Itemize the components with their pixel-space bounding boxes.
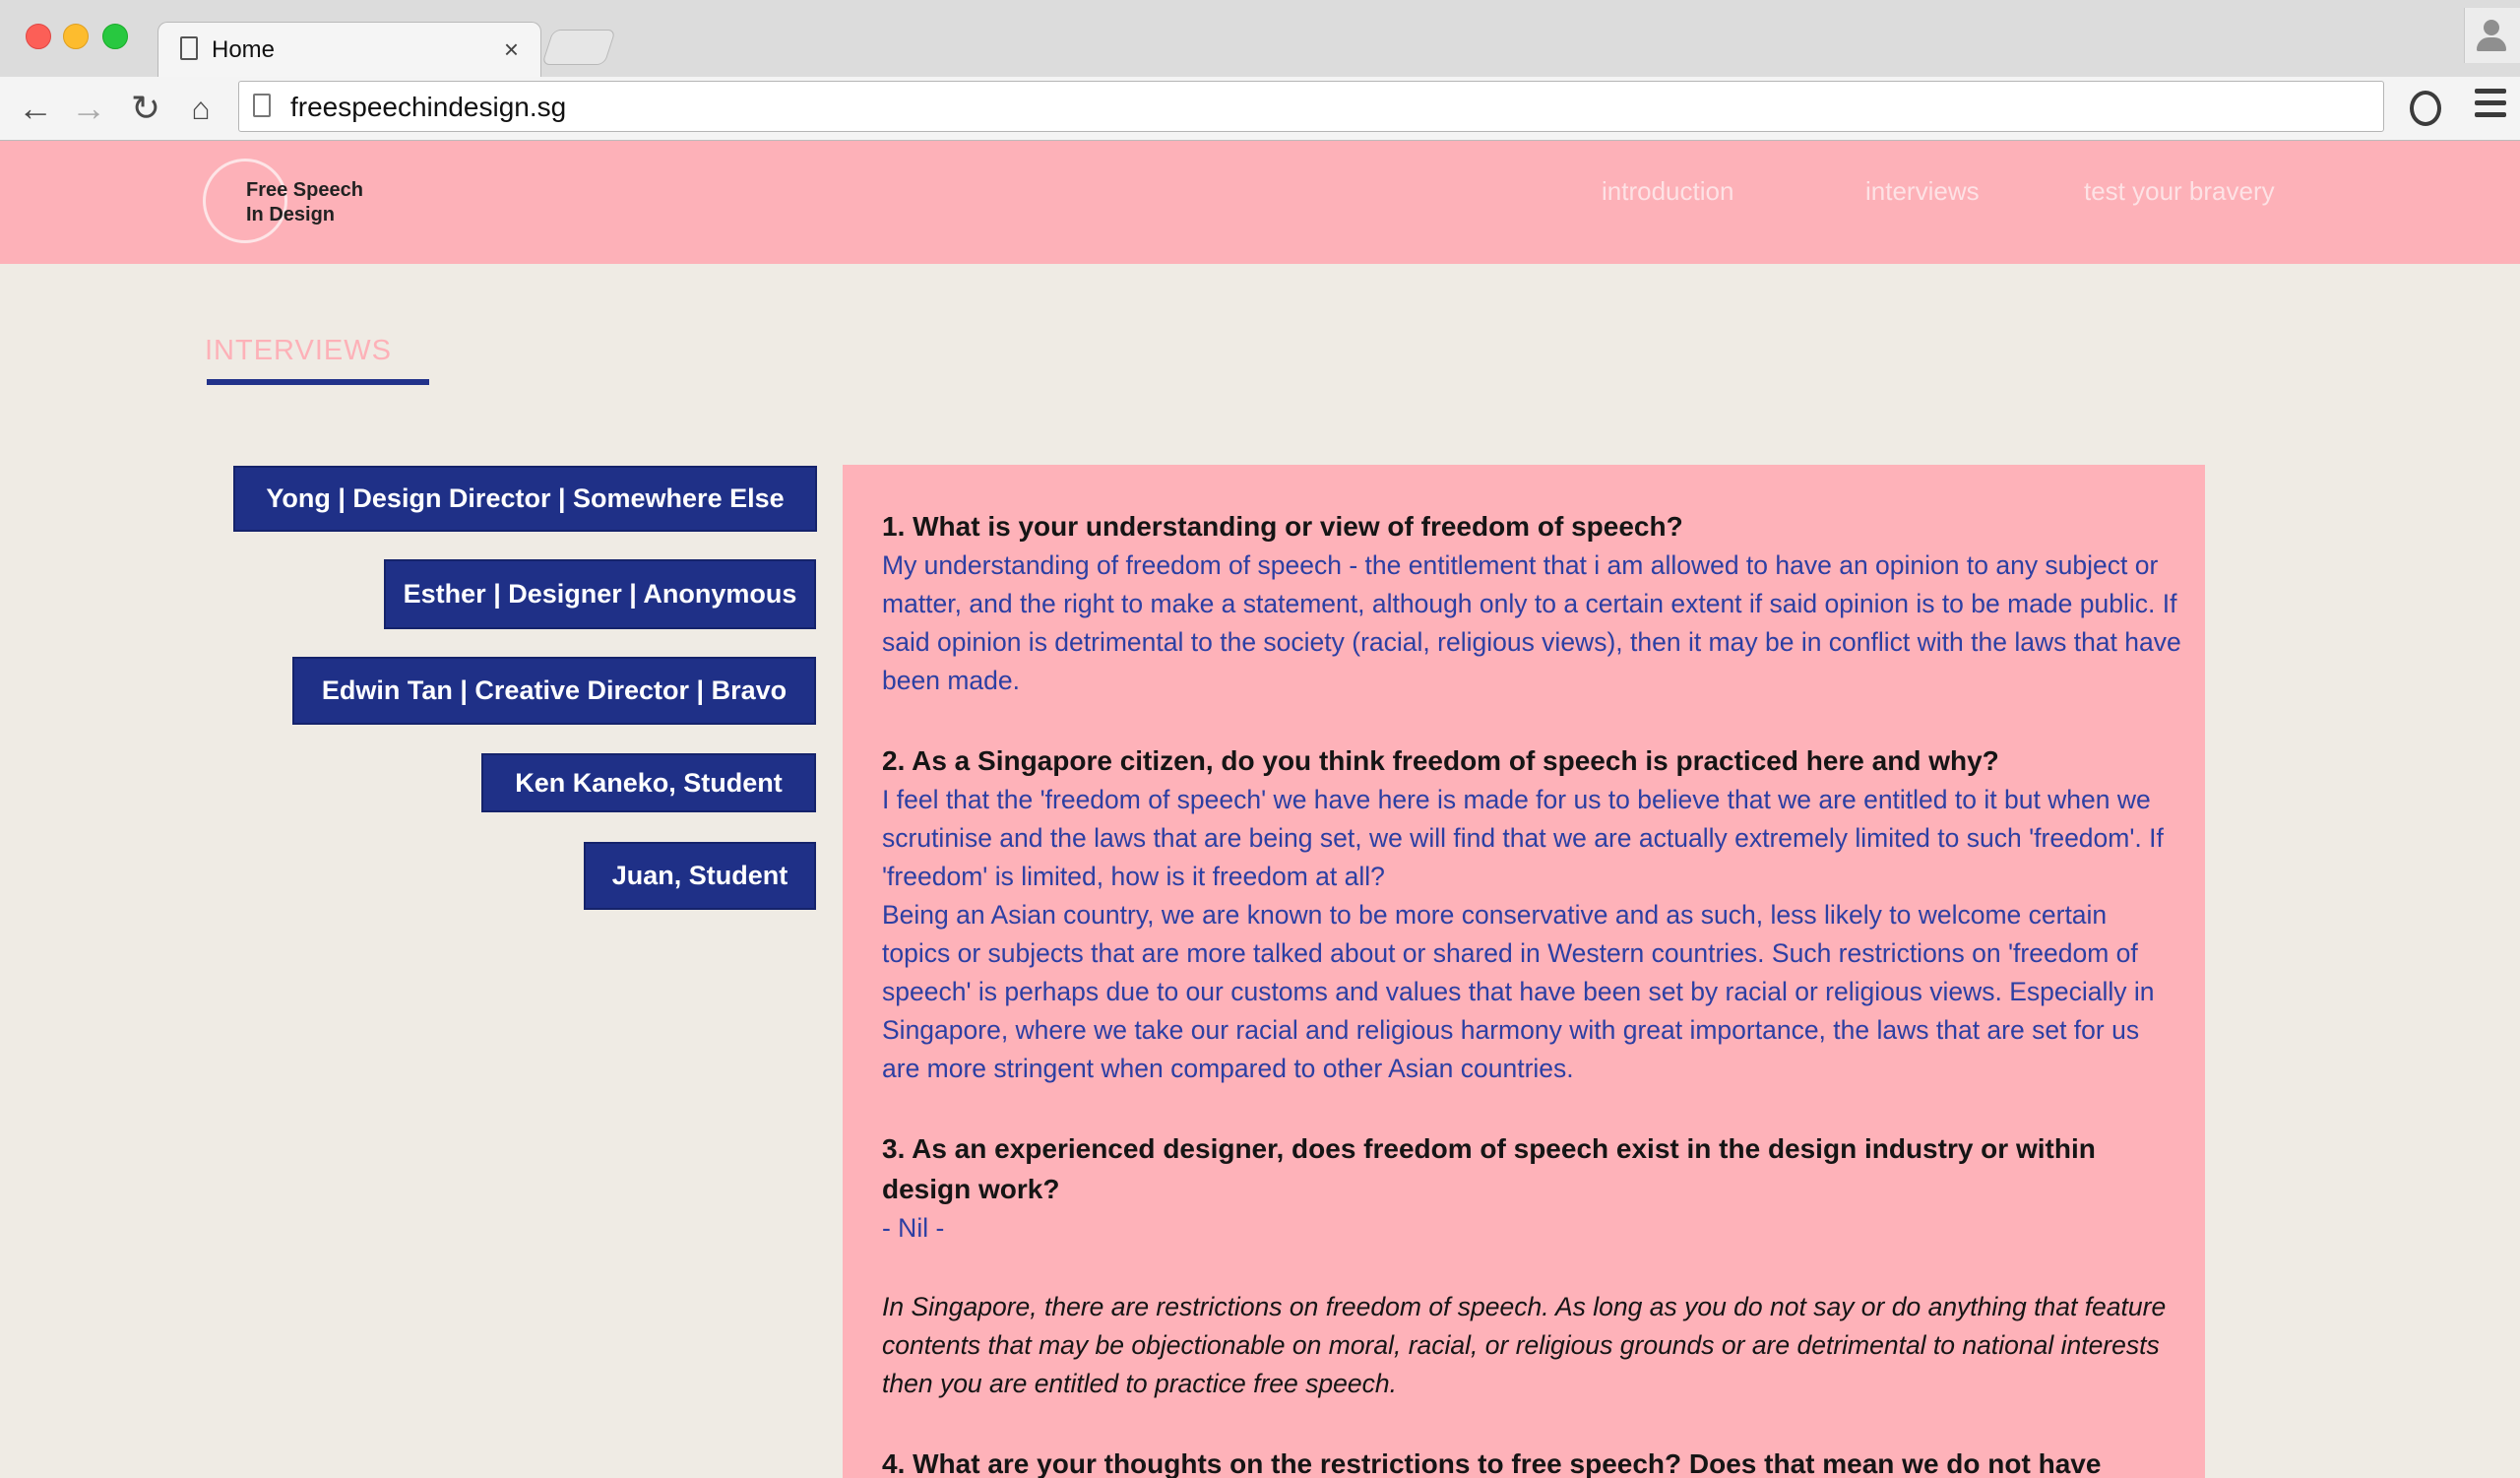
close-window-button[interactable] xyxy=(26,24,51,49)
profile-icon-body xyxy=(2477,37,2506,51)
interview-content xyxy=(882,506,2181,1478)
interviewee-button-juan[interactable]: Juan, Student xyxy=(584,842,816,910)
profile-icon xyxy=(2484,20,2499,35)
new-tab-button[interactable] xyxy=(541,30,616,65)
interviewee-button-edwin[interactable]: Edwin Tan | Creative Director | Bravo xyxy=(292,657,816,725)
site-logo[interactable] xyxy=(246,178,363,227)
answer-1: My understanding of freedom of speech - the entitlement that i am allowed to have an opinion to any subject or matter, and the right to make a statement, although only to a certain extent if said opinion is to be made public. If said opinion is detrimental to the society (racial, religious views), then it may be in conflict with the laws that have been made. xyxy=(882,550,2181,695)
logo-line-1: Free Speech xyxy=(246,179,363,201)
section-title: INTERVIEWS xyxy=(205,335,392,366)
browser-toolbar xyxy=(0,77,2520,141)
minimize-window-button[interactable] xyxy=(63,24,89,49)
browser-tab[interactable] xyxy=(158,22,541,78)
context-note: In Singapore, there are restrictions on freedom of speech. As long as you do not say or do anything that feature contents that may be objectionable on moral, racial, or religious grounds or are detrimental to national interests then you are entitled to practice free speech. xyxy=(882,1292,2167,1398)
tab-close-icon[interactable]: × xyxy=(503,34,519,64)
section-underline xyxy=(207,379,429,385)
reload-icon[interactable]: ↻ xyxy=(130,88,161,128)
address-bar[interactable] xyxy=(238,81,2384,132)
page-icon xyxy=(180,36,198,60)
answer-3: - Nil - xyxy=(882,1213,945,1243)
logo-line-2: In Design xyxy=(246,204,336,225)
interviewee-button-yong[interactable]: Yong | Design Director | Somewhere Else xyxy=(233,466,817,532)
maximize-window-button[interactable] xyxy=(102,24,128,49)
question-2: 2. As a Singapore citizen, do you think freedom of speech is practiced here and why? xyxy=(882,745,1999,776)
page-icon xyxy=(253,94,271,117)
answer-2-part-2: Being an Asian country, we are known to be more conservative and as such, less likely to welcome certain topics or subjects that are more talked about or shared in Western countries. Such restrictions on 'freedom of speech' is perhaps due to our customs and values that have been set by racial or religious views. Especially in Singapore, where we take our racial and religious harmony with great importance, the laws that are set for us are more stringent when compared to other Asian countries. xyxy=(882,900,2155,1083)
question-3: 3. As an experienced designer, does freedom of speech exist in the design industry or within design work? xyxy=(882,1133,2096,1204)
site-header xyxy=(0,141,2520,264)
interviewee-button-esther[interactable]: Esther | Designer | Anonymous xyxy=(384,559,816,629)
back-arrow-icon[interactable]: ← xyxy=(18,88,53,128)
interview-panel xyxy=(843,465,2205,1478)
tab-title: Home xyxy=(212,36,276,63)
nav-test-your-bravery[interactable]: test your bravery xyxy=(2084,176,2275,206)
nav-interviews[interactable]: interviews xyxy=(1865,176,1980,206)
profile-button[interactable] xyxy=(2464,8,2520,63)
forward-arrow-icon[interactable]: → xyxy=(71,88,106,128)
answer-2-part-1: I feel that the 'freedom of speech' we have here is made for us to believe that we are entitled to it but when we scrutinise and the laws that are being set, we will find that we are actually extremely limited to such 'freedom'. If 'freedom' is limited, how is it freedom at all? xyxy=(882,785,2164,891)
interviewee-button-ken[interactable]: Ken Kaneko, Student xyxy=(481,753,816,812)
menu-icon[interactable] xyxy=(2475,89,2506,124)
extension-icon[interactable] xyxy=(2410,91,2441,126)
question-4: 4. What are your thoughts on the restrictions to free speech? Does that mean we do not have xyxy=(882,1448,2102,1478)
url-text: freespeechindesign.sg xyxy=(290,92,567,122)
question-1: 1. What is your understanding or view of freedom of speech? xyxy=(882,511,1683,542)
nav-introduction[interactable]: introduction xyxy=(1602,176,1734,206)
browser-tab-bar xyxy=(0,0,2520,78)
home-icon[interactable]: ⌂ xyxy=(191,91,211,126)
